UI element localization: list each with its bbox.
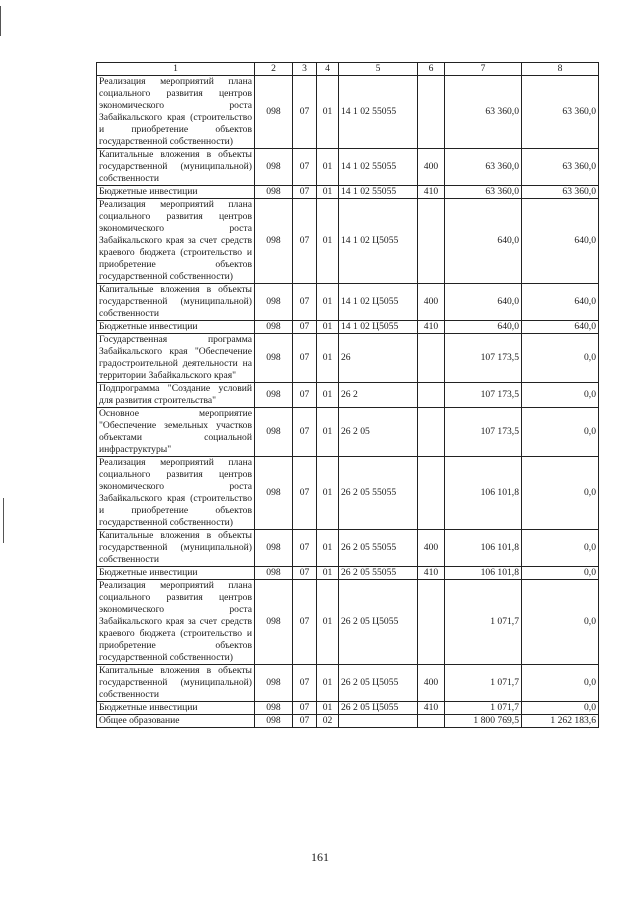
amount-cell: 0,0 (522, 457, 599, 530)
subsection-code-cell: 01 (317, 408, 339, 457)
table-row (97, 702, 599, 715)
amount-cell: 63 360,0 (522, 76, 599, 149)
section-code-cell: 07 (293, 186, 317, 199)
target-item-cell: 14 1 02 55055 (339, 76, 418, 149)
target-item-cell: 14 1 02 55055 (339, 149, 418, 186)
amount-cell: 107 173,5 (445, 334, 522, 383)
ministry-code-cell: 098 (255, 702, 293, 715)
expense-kind-cell (418, 457, 445, 530)
amount-cell: 106 101,8 (445, 567, 522, 580)
expense-kind-cell: 410 (418, 186, 445, 199)
amount-cell: 640,0 (445, 321, 522, 334)
ministry-code-cell: 098 (255, 284, 293, 321)
row-name-cell: Подпрограмма "Создание условий для развития строительства" (97, 383, 255, 408)
table-row (97, 457, 599, 530)
amount-cell: 107 173,5 (445, 408, 522, 457)
table-header-row (97, 63, 599, 76)
amount-cell: 0,0 (522, 580, 599, 665)
table-row (97, 383, 599, 408)
amount-cell: 107 173,5 (445, 383, 522, 408)
expense-kind-cell (418, 76, 445, 149)
subsection-code-cell: 01 (317, 665, 339, 702)
section-code-cell: 07 (293, 580, 317, 665)
ministry-code-cell: 098 (255, 530, 293, 567)
ministry-code-cell: 098 (255, 334, 293, 383)
row-name-cell: Реализация мероприятий плана социального развития центров экономического роста Забайкальского края за счет средств краевого бюджета (строительство и приобретение объектов государственной собственности) (97, 580, 255, 665)
subsection-code-cell: 01 (317, 76, 339, 149)
amount-cell: 63 360,0 (522, 149, 599, 186)
row-name-cell: Бюджетные инвестиции (97, 321, 255, 334)
row-name-cell: Реализация мероприятий плана социального развития центров экономического роста Забайкальского края за счет средств краевого бюджета (строительство и приобретение объектов государственной собственности) (97, 199, 255, 284)
ministry-code-cell: 098 (255, 715, 293, 728)
section-code-cell: 07 (293, 334, 317, 383)
amount-cell: 1 071,7 (445, 702, 522, 715)
scan-edge-mark (0, 6, 1, 36)
amount-cell: 1 071,7 (445, 580, 522, 665)
amount-cell: 0,0 (522, 408, 599, 457)
table-row (97, 408, 599, 457)
ministry-code-cell: 098 (255, 567, 293, 580)
row-name-cell: Бюджетные инвестиции (97, 702, 255, 715)
subsection-code-cell: 01 (317, 199, 339, 284)
column-header: 3 (293, 63, 317, 76)
section-code-cell: 07 (293, 702, 317, 715)
expense-kind-cell (418, 715, 445, 728)
expense-kind-cell: 400 (418, 284, 445, 321)
section-code-cell: 07 (293, 321, 317, 334)
subsection-code-cell: 01 (317, 284, 339, 321)
subsection-code-cell: 02 (317, 715, 339, 728)
expense-kind-cell (418, 383, 445, 408)
amount-cell: 0,0 (522, 702, 599, 715)
amount-cell: 106 101,8 (445, 457, 522, 530)
section-code-cell: 07 (293, 76, 317, 149)
row-name-cell: Бюджетные инвестиции (97, 567, 255, 580)
row-name-cell: Общее образование (97, 715, 255, 728)
target-item-cell: 26 2 05 (339, 408, 418, 457)
subsection-code-cell: 01 (317, 149, 339, 186)
amount-cell: 0,0 (522, 530, 599, 567)
table-row (97, 334, 599, 383)
expense-kind-cell: 400 (418, 665, 445, 702)
expense-kind-cell: 410 (418, 702, 445, 715)
subsection-code-cell: 01 (317, 567, 339, 580)
ministry-code-cell: 098 (255, 408, 293, 457)
subsection-code-cell: 01 (317, 334, 339, 383)
column-header: 7 (445, 63, 522, 76)
target-item-cell (339, 715, 418, 728)
section-code-cell: 07 (293, 383, 317, 408)
section-code-cell: 07 (293, 149, 317, 186)
subsection-code-cell: 01 (317, 702, 339, 715)
table-row (97, 321, 599, 334)
column-header: 2 (255, 63, 293, 76)
budget-table (96, 62, 599, 728)
target-item-cell: 26 2 05 Ц5055 (339, 580, 418, 665)
section-code-cell: 07 (293, 199, 317, 284)
amount-cell: 640,0 (522, 284, 599, 321)
section-code-cell: 07 (293, 715, 317, 728)
subsection-code-cell: 01 (317, 580, 339, 665)
target-item-cell: 14 1 02 Ц5055 (339, 199, 418, 284)
subsection-code-cell: 01 (317, 186, 339, 199)
column-header: 6 (418, 63, 445, 76)
amount-cell: 640,0 (445, 199, 522, 284)
row-name-cell: Реализация мероприятий плана социального развития центров экономического роста Забайкальского края (строительство и приобретение объектов государственной собственности) (97, 457, 255, 530)
expense-kind-cell: 400 (418, 530, 445, 567)
subsection-code-cell: 01 (317, 321, 339, 334)
row-name-cell: Бюджетные инвестиции (97, 186, 255, 199)
row-name-cell: Капитальные вложения в объекты государственной (муниципальной) собственности (97, 284, 255, 321)
table-row (97, 567, 599, 580)
ministry-code-cell: 098 (255, 199, 293, 284)
subsection-code-cell: 01 (317, 530, 339, 567)
amount-cell: 63 360,0 (445, 149, 522, 186)
table-row (97, 149, 599, 186)
column-header: 4 (317, 63, 339, 76)
target-item-cell: 26 2 05 55055 (339, 457, 418, 530)
section-code-cell: 07 (293, 457, 317, 530)
amount-cell: 640,0 (445, 284, 522, 321)
table-body (97, 76, 599, 728)
table-row (97, 199, 599, 284)
table-row (97, 186, 599, 199)
row-name-cell: Государственная программа Забайкальского края "Обеспечение градостроительной деятельности на территории Забайкальского края" (97, 334, 255, 383)
amount-cell: 63 360,0 (445, 186, 522, 199)
column-header: 1 (97, 63, 255, 76)
section-code-cell: 07 (293, 665, 317, 702)
expense-kind-cell (418, 334, 445, 383)
table-row (97, 530, 599, 567)
target-item-cell: 26 2 (339, 383, 418, 408)
amount-cell: 640,0 (522, 199, 599, 284)
row-name-cell: Реализация мероприятий плана социального развития центров экономического роста Забайкальского края (строительство и приобретение объектов государственной собственности) (97, 76, 255, 149)
amount-cell: 63 360,0 (445, 76, 522, 149)
target-item-cell: 14 1 02 55055 (339, 186, 418, 199)
amount-cell: 0,0 (522, 334, 599, 383)
amount-cell: 0,0 (522, 665, 599, 702)
table-row (97, 665, 599, 702)
target-item-cell: 14 1 02 Ц5055 (339, 321, 418, 334)
ministry-code-cell: 098 (255, 186, 293, 199)
expense-kind-cell: 410 (418, 567, 445, 580)
column-header: 8 (522, 63, 599, 76)
section-code-cell: 07 (293, 284, 317, 321)
section-code-cell: 07 (293, 408, 317, 457)
ministry-code-cell: 098 (255, 457, 293, 530)
ministry-code-cell: 098 (255, 321, 293, 334)
page-number: 161 (311, 850, 329, 864)
ministry-code-cell: 098 (255, 665, 293, 702)
row-name-cell: Капитальные вложения в объекты государственной (муниципальной) собственности (97, 149, 255, 186)
table-row (97, 715, 599, 728)
amount-cell: 1 800 769,5 (445, 715, 522, 728)
amount-cell: 0,0 (522, 383, 599, 408)
ministry-code-cell: 098 (255, 149, 293, 186)
column-header: 5 (339, 63, 418, 76)
row-name-cell: Капитальные вложения в объекты государственной (муниципальной) собственности (97, 665, 255, 702)
amount-cell: 106 101,8 (445, 530, 522, 567)
section-code-cell: 07 (293, 530, 317, 567)
amount-cell: 1 262 183,6 (522, 715, 599, 728)
amount-cell: 640,0 (522, 321, 599, 334)
ministry-code-cell: 098 (255, 383, 293, 408)
subsection-code-cell: 01 (317, 383, 339, 408)
row-name-cell: Основное мероприятие "Обеспечение земельных участков объектами социальной инфраструктуры" (97, 408, 255, 457)
table-row (97, 284, 599, 321)
expense-kind-cell: 400 (418, 149, 445, 186)
table-row (97, 580, 599, 665)
ministry-code-cell: 098 (255, 580, 293, 665)
expense-kind-cell: 410 (418, 321, 445, 334)
target-item-cell: 26 2 05 55055 (339, 530, 418, 567)
row-name-cell: Капитальные вложения в объекты государственной (муниципальной) собственности (97, 530, 255, 567)
section-code-cell: 07 (293, 567, 317, 580)
scan-edge-mark (3, 498, 4, 543)
target-item-cell: 26 2 05 55055 (339, 567, 418, 580)
expense-kind-cell (418, 408, 445, 457)
target-item-cell: 26 2 05 Ц5055 (339, 665, 418, 702)
target-item-cell: 26 (339, 334, 418, 383)
amount-cell: 63 360,0 (522, 186, 599, 199)
ministry-code-cell: 098 (255, 76, 293, 149)
target-item-cell: 14 1 02 Ц5055 (339, 284, 418, 321)
amount-cell: 1 071,7 (445, 665, 522, 702)
amount-cell: 0,0 (522, 567, 599, 580)
subsection-code-cell: 01 (317, 457, 339, 530)
expense-kind-cell (418, 580, 445, 665)
expense-kind-cell (418, 199, 445, 284)
table-row (97, 76, 599, 149)
target-item-cell: 26 2 05 Ц5055 (339, 702, 418, 715)
